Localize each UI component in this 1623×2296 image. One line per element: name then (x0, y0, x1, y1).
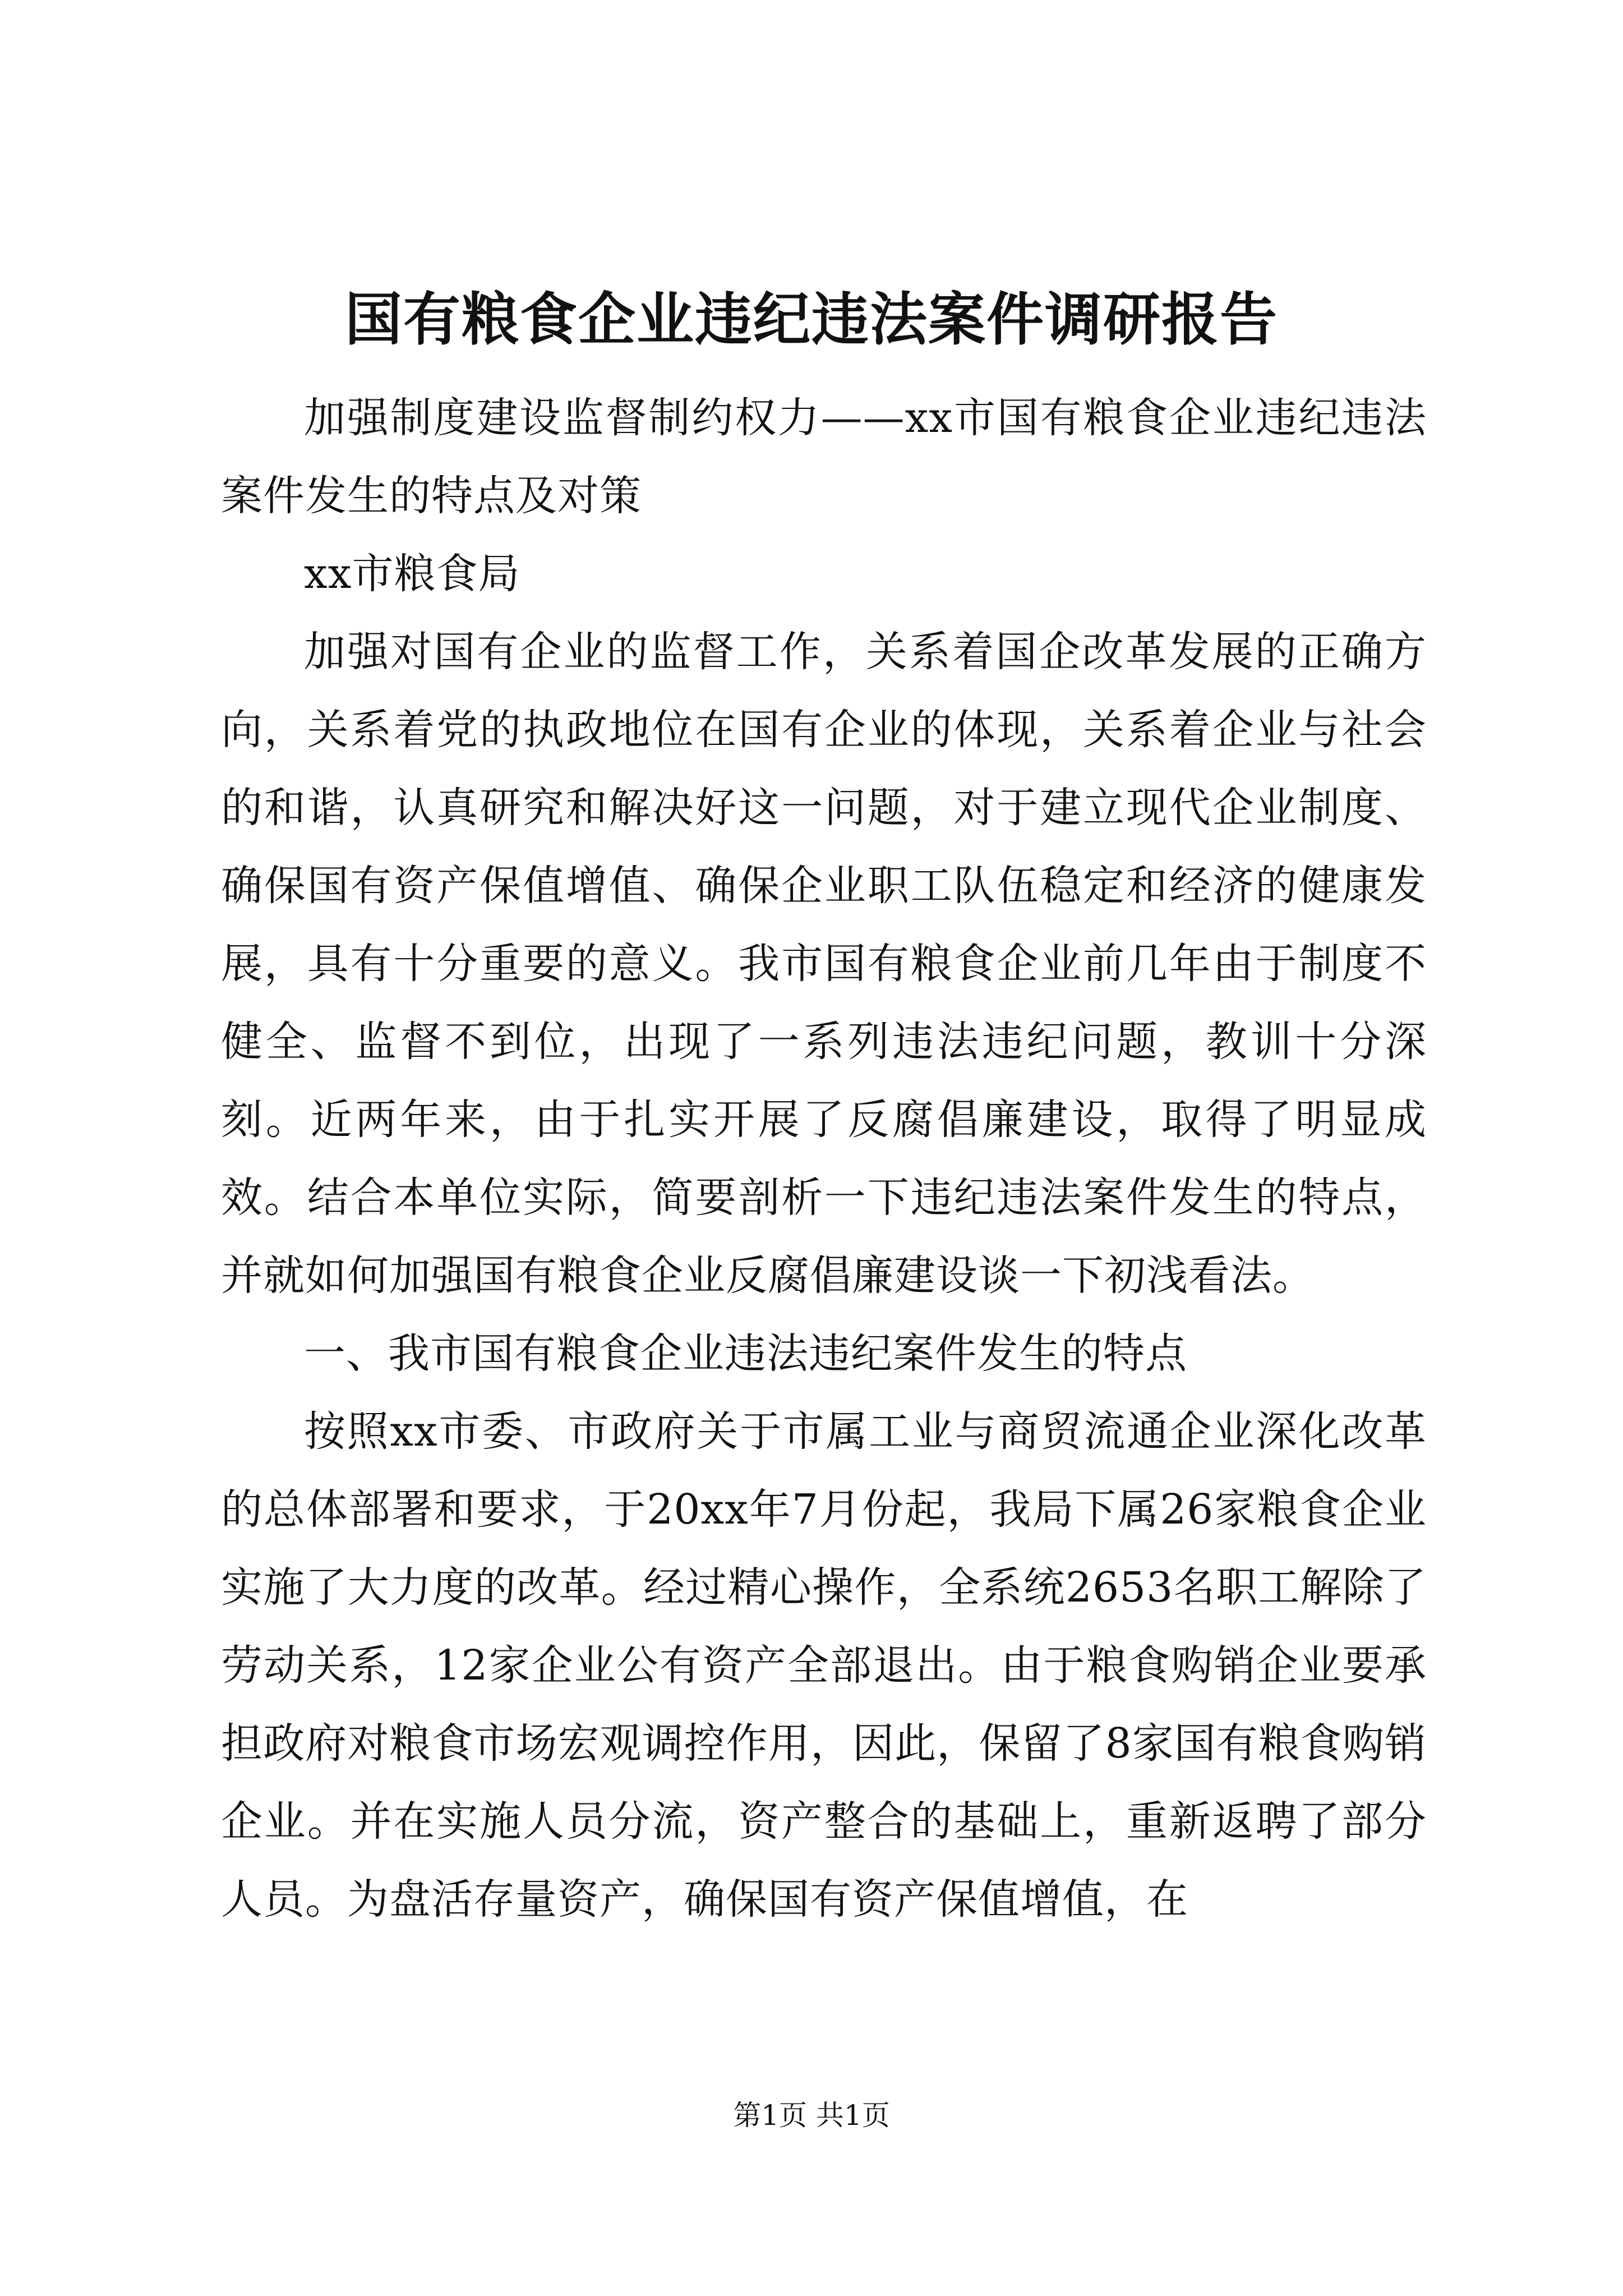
section-paragraph: 按照xx市委、市政府关于市属工业与商贸流通企业深化改革的总体部署和要求，于20xx年7月份起，我局下属26家粮食企业实施了大力度的改革。经过精心操作，全系统2653名职工解除了劳动关系，12家企业公有资产全部退出。由于粮食购销企业要承担政府对粮食市场宏观调控作用，因此，保留了8家国有粮食购销企业。并在实施人员分流，资产整合的基础上，重新返聘了部分人员。为盘活存量资产，确保国有资产保值增值，在 (221, 1407, 1427, 1924)
page-footer: 第1页 共1页 (733, 2099, 890, 2132)
author-line: xx市粮食局 (304, 550, 520, 598)
intro-paragraph: 加强对国有企业的监督工作，关系着国企改革发展的正确方向，关系着党的执政地位在国有企业的体现，关系着企业与社会的和谐，认真研究和解决好这一问题，对于建立现代企业制度、确保国有资产保值增值、确保企业职工队伍稳定和经济的健康发展，具有十分重要的意义。我市国有粮食企业前几年由于制度不健全、监督不到位，出现了一系列违法违纪问题，教训十分深刻。近两年来，由于扎实开展了反腐倡廉建设，取得了明显成效。结合本单位实际，简要剖析一下违纪违法案件发生的特点，并就如何加强国有粮食企业反腐倡廉建设谈一下初浅看法。 (221, 628, 1427, 1300)
document-body (221, 379, 1427, 1939)
subtitle-paragraph: 加强制度建设监督制约权力——xx市国有粮食企业违纪违法案件发生的特点及对策 (221, 394, 1427, 520)
section-heading: 一、我市国有粮食企业违法违纪案件发生的特点 (304, 1329, 1187, 1378)
document-title: 国有粮食企业违纪违法案件调研报告 (345, 286, 1278, 353)
